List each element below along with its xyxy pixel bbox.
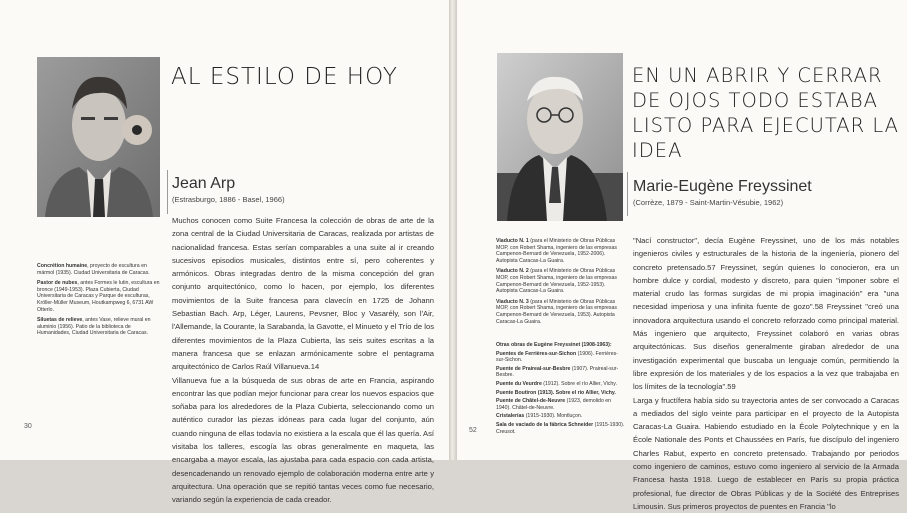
book-gutter — [449, 0, 457, 460]
left-page-number: 30 — [24, 423, 32, 430]
caption-1: Concrétion humaine, proyecto de escultura en mármol (1935). Ciudad Universitaria de Caracas. — [37, 263, 150, 276]
other-work-1: Puentes de Ferrières-sur-Sichon (1906). Ferrières-sur-Sichon. — [496, 350, 618, 364]
other-works-list — [496, 342, 625, 437]
caption-2: Pastor de nubes, antes Formes le lutin, escultura en bronce (1949-1953). Plaza Cubierta, Ciudad Universitaria de Caracas y Parque de esculturas, Kröller-Müller Museum, Houtkampweg 6, 6731 AW Otterlo. — [37, 280, 160, 313]
other-works-heading: Otras obras de Eugène Freyssinet (1908-1963): — [496, 342, 612, 348]
left-captions — [37, 263, 161, 341]
right-page-number: 52 — [469, 427, 477, 434]
other-work-2: Puente de Praireal-sur-Besbre (1907). Praireal-sur-Besbre. — [496, 365, 619, 379]
left-body-text — [172, 214, 434, 507]
right-paragraph-2: Larga y fructífera había sido su trayectoria antes de ser convocado a Caracas a mediados del siglo veinte para participar en el proyecto de la Autopista Caracas-La Guaira. Habiendo estudiado en la École Polytechnique y en la École Nationale des Ponts et Chaussées en París, fue discípulo del ingeniero Charles Rabut, experto en concreto pretensado. Trabajando por periodos como ingeniero de caminos, estuvo como ingeniero al servicio de la Armada Francesa hasta 1918. Luego de establecer en París su propia práctica profesional, fue director de Obras Públicas y de la Société des Entreprises Limousin. Sus primeros proyectos de puentes en Francia "lo — [633, 395, 899, 511]
right-paragraph-1: "Nací constructor", decía Eugène Freyssinet, uno de los más notables ingenieros civiles y estructurales de la historia de la ingeniería, pionero del concreto pretensado.57 Freyssinet, según quienes lo conocieron, era un hombre dulce y cordial, modesto y discreto, para quien "imponer sobre el material crudo las formas surgidas de mi propia imaginación" era "una necesidad imperiosa y una infinita fuente de gozo".58 Freyssinet "creó una innovadora arquitectura usando el concreto reforzado como principal material. Más ingeniero que arquitecto, Freyssinet colaboró en varias obras arquitectónicas. Sus diseños generalmente giraban alrededor de una investigación experimental que buscaba un lenguaje común, permitiendo la libre expresión de los materiales y de los espacios a la vez que trabajaba en los límites de la tecnología".59 — [633, 236, 899, 392]
left-paragraph-2: Villanueva fue a la búsqueda de sus obras de arte en Francia, aspirando encontrar las que podían mejor funcionar para crear los nuevos espacios que soñaba para los alrededores de la Plaza Cubierta, seleccionando como un auténtico curador las piezas idóneas para cada lugar del conjunto, aún cuando ninguna de ellas todavía no existiera a la escala que él las quería. Así visitaba los talleres, escogía las obras generalmente en maqueta, las encargaba a mayor escala, las ajustaba para cada espacio con cada artista, desencadenando un renovado ejemplo de colaboración moderna entre arte y arquitectura. Una operación que se repitió tantas veces como fue necesario, variando según la experiencia de cada creador. — [172, 375, 434, 505]
other-work-5: Puente de Châtel-de-Neuvre (1923, demolido en 1940). Châtel-de-Neuvre. — [496, 398, 612, 411]
engineer-name: Marie-Eugène Freyssinet — [633, 178, 812, 195]
other-work-3: Puente du Veurdre (1912). Sobre el río Allier, Vichy. — [496, 380, 617, 387]
right-page — [457, 0, 907, 511]
caption-viaducto-2: Viaducto N. 2 (para el Ministerio de Obras Públicas MOP, con Robert Shama, ingeniero de las empresas Campenon-Bernard de Venezuela, 1952-1953). Autopista Caracas-La Guaira. — [496, 268, 618, 295]
right-divider-line — [627, 172, 628, 216]
caption-viaducto-1: Viaducto N. 1 (para el Ministerio de Obras Públicas MOP, con Robert Shama, ingeniero de las empresas Campenon-Bernard de Venezuela, 1952-2006). Autopista Caracas-La Guaira. — [496, 238, 618, 264]
left-divider-line — [167, 170, 168, 214]
jean-arp-portrait — [37, 57, 160, 217]
right-body-text — [633, 234, 899, 513]
portrait-illustration — [37, 57, 160, 217]
right-page-title: EN UN ABRIR Y CERRAR DE OJOS TODO ESTABA LISTO PARA EJECUTAR LA IDEA — [632, 64, 900, 162]
other-work-6: Cristalerías (1915-1930). Montluçon. — [496, 413, 583, 420]
right-captions — [496, 238, 625, 329]
engineer-life: (Corrèze, 1879 - Saint-Martin-Vésubie, 1962) — [633, 198, 784, 207]
artist-life: (Estrasburgo, 1886 - Basel, 1966) — [172, 195, 285, 204]
left-paragraph-1: Muchos conocen como Suite Francesa la colección de obras de arte de la zona central de la Ciudad Universitaria de Caracas, realizada por artistas de nacionalidad francesa. Estas serían comparables a una suite al ir creando sucesivos episodios musicales, distintos entre sí, pero coherentes y armónicos. Obras integradas dentro de la misma concepción del gran conjunto arquitectónico, como lo hacen, por ejemplo, los diferentes movimientos de la Suite francesa para clavecín en 1725 de Johann Sebastian Bach. Arp, Léger, Laurens, Pevsner, Bloc y Vasarély, son l'Air, l'Allemande, la Courante, la Sarabanda, la Gavotte, el Minueto y el Trío de los diferentes movimientos de la Plaza Cubierta, las seis suites escritas a la manera francesa que se enlazan armónicamente sobre el pentagrama arquitectónico de Carlos Raúl Villanueva.14 — [172, 216, 434, 372]
caption-3: Siluetas de relieve, antes Vase, relieve mural en aluminio (1956). Patio de la biblioteca de Humanidades, Ciudad Universitaria de Caracas. — [37, 317, 151, 337]
other-work-7: Sala de vaciado de la fábrica Schneider (1915-1930). Creusot. — [496, 421, 625, 435]
freyssinet-portrait — [497, 53, 623, 221]
caption-viaducto-3: Viaducto N. 3 (para el Ministerio de Obras Públicas MOP, con Robert Shama, ingeniero de las empresas Campenon-Bernard de Venezuela, 1953). Autopista Caracas-La Guaira. — [496, 298, 618, 325]
other-work-4: Puente Boutiron (1913). Sobre el río Allier, Vichy. — [496, 389, 616, 396]
portrait-illustration — [497, 53, 623, 221]
artist-name: Jean Arp — [172, 175, 236, 192]
left-page-title: AL ESTILO DE HOY — [171, 64, 398, 90]
left-page — [0, 0, 449, 505]
